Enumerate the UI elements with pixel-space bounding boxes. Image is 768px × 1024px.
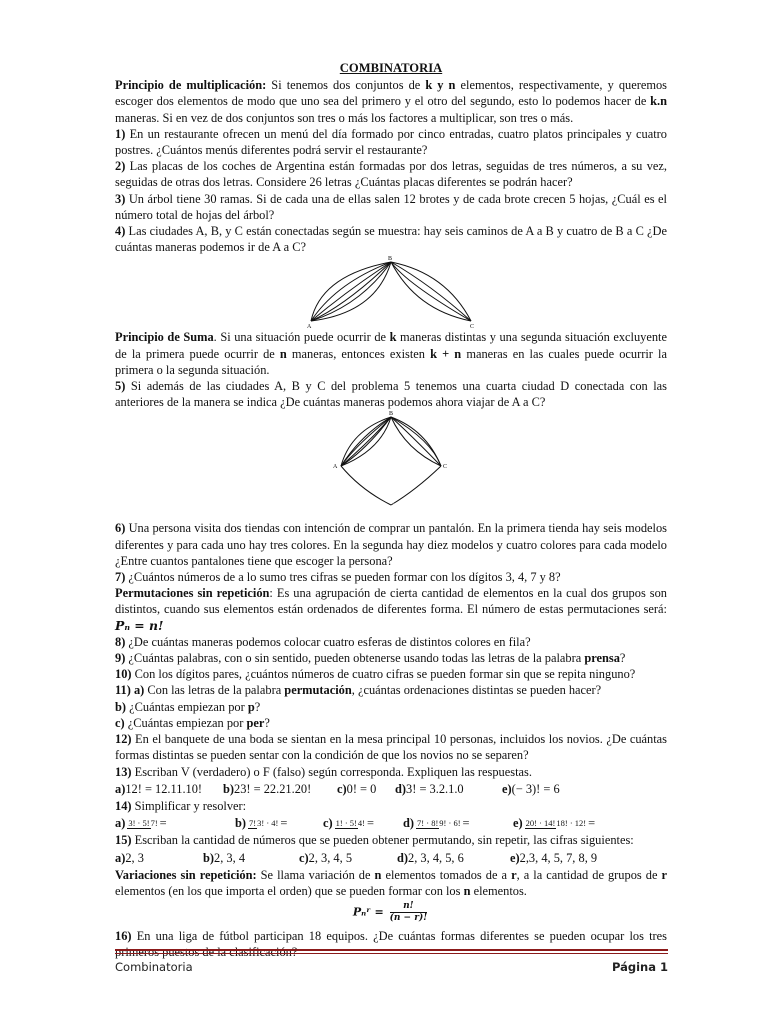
var-formula-den: (n − r)! (389, 913, 428, 924)
q14-item-e (513, 815, 595, 831)
q13-items (115, 781, 667, 797)
footer-title: Combinatoria (115, 960, 193, 974)
question-14 (115, 798, 667, 814)
q15-item-b (203, 850, 299, 866)
mult-text-2: elementos, respectivamente, y queremos escoger dos elementos de modo que uno sea del primero y el otro del segundo, esto lo podemos hacer de (115, 78, 667, 109)
q14-e-den: 18! · 12! (556, 818, 587, 829)
footer-rule-thin (115, 953, 668, 954)
q14-c-num: 1! · 5! (335, 818, 357, 829)
q4-number: 4) (115, 224, 126, 239)
q14-d-label: d) (403, 816, 415, 831)
var-text-2: elementos tomados de a (381, 867, 512, 882)
sum-text-3: maneras, entonces existen (286, 346, 431, 361)
question-2 (115, 158, 667, 190)
q1-number: 1) (115, 126, 126, 141)
q11-number: 11) (115, 683, 131, 698)
footer-page-number: Página 1 (611, 960, 668, 974)
question-11b (115, 699, 667, 715)
q14-c-frac (335, 819, 365, 829)
q13-a-label: a) (115, 781, 126, 796)
perm-formula: Pₙ = n! (115, 617, 164, 633)
var-text-4: elementos (en los que importa el orden) que se pueden formar con los (115, 883, 464, 898)
question-13 (115, 764, 667, 780)
q13-c-label: c) (337, 781, 347, 796)
q15-d-text: 2, 3, 4, 5, 6 (408, 850, 464, 865)
q15-items (115, 850, 667, 866)
q14-item-d (403, 815, 513, 831)
q14-item-a (115, 815, 235, 831)
q12-number: 12) (115, 732, 132, 747)
q12-text: En el banquete de una boda se sientan en la mesa principal 10 personas, incluidos los novios. ¿De cuántas formas distintas se pueden sentar con la condición de que los novios no se separen? (115, 732, 667, 763)
question-11 (115, 682, 667, 698)
q14-b-frac (248, 819, 278, 829)
perm-text: : Es una agrupación de cierta cantidad de elementos en la cual dos grupos son distintos, cuando sus elementos están ordenados de diferentes forma. El número de estas permutaciones será: (115, 586, 667, 617)
q10-text: Con los dígitos pares, ¿cuántos números de cuatro cifras se pueden formar sin que se repita ninguno? (131, 667, 636, 682)
q13-item-d (395, 781, 502, 797)
sum-principle (115, 329, 667, 378)
q14-c-den: 4! (357, 818, 365, 829)
question-9 (115, 650, 667, 666)
q14-a-num: 3! · 5! (128, 818, 150, 829)
q11-end: , ¿cuántas ordenaciones distintas se pueden hacer? (351, 683, 602, 698)
fig2-label-a: A (333, 464, 338, 471)
q14-text: Simplificar y resolver: (131, 798, 247, 813)
q14-item-b (235, 815, 323, 831)
q14-a-den: 7! (150, 818, 158, 829)
var-text-5: elementos. (470, 883, 527, 898)
q15-a-label: a) (115, 850, 126, 865)
q15-a-text: 2, 3 (125, 850, 144, 865)
q13-b-label: b) (223, 781, 235, 796)
q13-item-a (115, 781, 223, 797)
q15-b-label: b) (203, 850, 215, 865)
q15-d-label: d) (397, 850, 409, 865)
q2-number: 2) (115, 159, 126, 174)
q11-b-text: ¿Cuántas empiezan por (126, 699, 248, 714)
q6-number: 6) (115, 521, 126, 536)
q14-b-label: b) (235, 816, 247, 831)
q14-a-frac (127, 819, 157, 829)
q15-item-a (115, 850, 203, 866)
q15-e-text: 2,3, 4, 5, 7, 8, 9 (519, 850, 598, 865)
q9-number: 9) (115, 651, 126, 666)
footer-rule-thick (115, 949, 668, 951)
document-page (115, 60, 667, 961)
q14-e-num: 20! · 14! (525, 818, 556, 829)
page-title: COMBINATORIA (339, 61, 443, 75)
q13-e-text: (− 3)! = 6 (511, 781, 560, 796)
q11-a-label: a) (130, 683, 145, 698)
q13-e-label: e) (502, 781, 512, 796)
fig2-label-d: D (393, 504, 397, 509)
q10-number: 10) (115, 667, 132, 682)
q14-a-label: a) (115, 816, 126, 831)
permutations-definition (115, 585, 667, 634)
q14-b-den: 3! · 4! (257, 818, 279, 829)
question-12 (115, 731, 667, 763)
sum-heading: Principio de Suma (115, 330, 214, 345)
q15-item-d (397, 850, 510, 866)
q15-b-text: 2, 3, 4 (214, 850, 246, 865)
fig1-label-c: C (470, 324, 475, 330)
question-4 (115, 223, 667, 255)
q14-c-label: c) (323, 816, 333, 831)
var-r2: r (661, 867, 667, 882)
sum-text-1: . Si una situación puede ocurrir de (213, 330, 390, 345)
q14-a-tail: = (159, 816, 167, 831)
q11-text: Con las letras de la palabra (144, 683, 285, 698)
mult-text-3: maneras. Si en vez de dos conjuntos son tres o más los factores a multiplicar, son tres o más. (115, 110, 574, 125)
question-1 (115, 126, 667, 158)
q2-text: Las placas de los coches de Argentina están formadas por dos letras, seguidas de tres números, a su vez, seguidas de otras dos letras. Considere 26 letras ¿Cuántas placas diferentes se podrán hacer? (115, 159, 667, 190)
q13-d-text: 3! = 3.2.1.0 (406, 781, 464, 796)
q3-number: 3) (115, 191, 126, 206)
var-n: n (374, 867, 382, 882)
q9-word: prensa (584, 651, 620, 666)
q9-text: ¿Cuántas palabras, con o sin sentido, pueden obtenerse usando todas las letras de la palabra (125, 651, 585, 666)
q14-b-num: 7! (249, 818, 257, 829)
q3-text: Un árbol tiene 30 ramas. Si de cada una de ellas salen 12 brotes y de cada brote crecen 5 hojas, ¿Cuál es el número total de hojas del árbol? (115, 191, 667, 222)
q8-text: ¿De cuántas maneras podemos colocar cuatro esferas de distintos colores en fila? (125, 634, 531, 649)
paths-diagram-abcd (331, 410, 451, 508)
question-7 (115, 569, 667, 585)
q14-number: 14) (115, 798, 132, 813)
q7-text: ¿Cuántos números de a lo sumo tres cifras se pueden formar con los dígitos 3, 4, 7 y 8? (125, 570, 561, 585)
q4-text: Las ciudades A, B, y C están conectadas según se muestra: hay seis caminos de A a B y cuatro de B a C ¿De cuántas maneras podemos ir de A a C? (115, 224, 667, 255)
q14-d-tail: = (462, 816, 470, 831)
mult-kn: k.n (650, 94, 667, 109)
q14-e-label: e) (513, 816, 523, 831)
q11-b-word: p (247, 699, 255, 714)
q15-item-c (299, 850, 397, 866)
q9-end: ? (619, 651, 626, 666)
q15-c-label: c) (299, 850, 309, 865)
q1-text: En un restaurante ofrecen un menú del día formado por cinco entradas, cuatro platos principales y cuatro postres. ¿Cuántos menús diferentes podrá servir el restaurante? (115, 126, 667, 158)
q13-item-b (223, 781, 337, 797)
fig2-label-c: C (443, 464, 448, 471)
question-5 (115, 378, 667, 410)
variation-formula (115, 901, 667, 924)
fig1-label-a: A (307, 324, 312, 330)
q5-text: Si además de las ciudades A, B y C del problema 5 tenemos una cuarta ciudad D conectada con las anteriores de la manera se indica ¿De cuántas maneras podemos ahora viajar de A a C? (115, 379, 667, 410)
q8-number: 8) (115, 634, 126, 649)
q13-d-label: d) (395, 781, 407, 796)
q14-d-num: 7! · 8! (417, 818, 439, 829)
q14-e-frac (525, 819, 587, 829)
q11-c-text: ¿Cuántas empiezan por (124, 715, 247, 730)
page-footer (115, 960, 668, 974)
sum-k: k (389, 330, 397, 345)
q13-text: Escriban V (verdadero) o F (falso) según corresponda. Expliquen las respuestas. (131, 764, 532, 779)
q11-c-label: c) (115, 715, 125, 730)
q14-e-tail: = (588, 816, 596, 831)
q14-d-den: 9! · 6! (439, 818, 461, 829)
q11-b-end: ? (254, 699, 261, 714)
q15-c-text: 2, 3, 4, 5 (308, 850, 353, 865)
var-text-1: Se llama variación de (256, 867, 375, 882)
q13-a-text: 12! = 12.11.10! (125, 781, 203, 796)
q15-text: Escriban la cantidad de números que se pueden obtener permutando, sin repetir, las cifras siguientes: (131, 833, 634, 848)
q11-c-end: ? (264, 715, 270, 730)
q7-number: 7) (115, 570, 126, 585)
question-6 (115, 520, 667, 569)
q15-e-label: e) (510, 850, 520, 865)
var-formula-lhs: Pₙʳ = (352, 905, 384, 919)
q15-item-e (510, 850, 597, 866)
var-formula-num: n! (390, 901, 428, 913)
var-formula-frac (390, 901, 428, 924)
multiplication-principle (115, 77, 667, 126)
perm-heading: Permutaciones sin repetición (115, 586, 270, 601)
q6-text: Una persona visita dos tiendas con intención de comprar un pantalón. En la primera tienda hay seis modelos diferentes y para cada uno hay tres colores. En la segunda hay diez modelos y cuatro colores para cada modelo ¿Entre cuantos pantalones tiene que escoger la persona? (115, 521, 667, 568)
q16-number: 16) (115, 929, 132, 944)
q14-c-tail: = (366, 816, 374, 831)
question-3 (115, 191, 667, 223)
question-15 (115, 832, 667, 848)
mult-heading: Principio de multiplicación: (115, 78, 267, 93)
q13-b-text: 23! = 22.21.20! (234, 781, 312, 796)
fig2-label-b: B (389, 411, 394, 418)
sum-kpn: k + n (430, 346, 462, 361)
var-n2: n (463, 883, 471, 898)
variations-definition (115, 867, 667, 899)
question-11c (115, 715, 667, 731)
mult-k-y-n: k y n (425, 78, 456, 93)
q13-item-e (502, 781, 560, 797)
paths-diagram-abc (286, 255, 496, 329)
mult-text-1: Si tenemos dos conjuntos de (266, 78, 426, 93)
sum-n: n (279, 346, 287, 361)
q13-c-text: 0! = 0 (346, 781, 377, 796)
q14-d-frac (416, 819, 461, 829)
sum-text-2: maneras distintas y una segunda situación excluyente de la primera puede ocurrir de (115, 330, 668, 361)
q11-b-label: b) (115, 699, 127, 714)
q16-text: En una liga de fútbol participan 18 equipos. ¿De cuántas formas diferentes se pueden ocupar los tres (136, 929, 667, 944)
q15-number: 15) (115, 833, 132, 848)
sum-text-4: maneras en las cuales puede ocurrir la primera o la segunda situación. (115, 346, 667, 377)
q14-items (115, 815, 667, 831)
var-r: r (511, 867, 517, 882)
var-heading: Variaciones sin repetición: (115, 867, 257, 882)
question-10 (115, 666, 667, 682)
question-8 (115, 634, 667, 650)
q5-number: 5) (115, 379, 126, 394)
fig1-label-b: B (388, 256, 393, 263)
question-16 (115, 928, 667, 960)
q13-number: 13) (115, 764, 132, 779)
q14-item-c (323, 815, 403, 831)
q11-c-word: per (246, 715, 265, 730)
q11-word: permutación (284, 683, 352, 698)
q14-b-tail: = (280, 816, 288, 831)
var-text-3: , a la cantidad de grupos de (516, 867, 662, 882)
q13-item-c (337, 781, 395, 797)
